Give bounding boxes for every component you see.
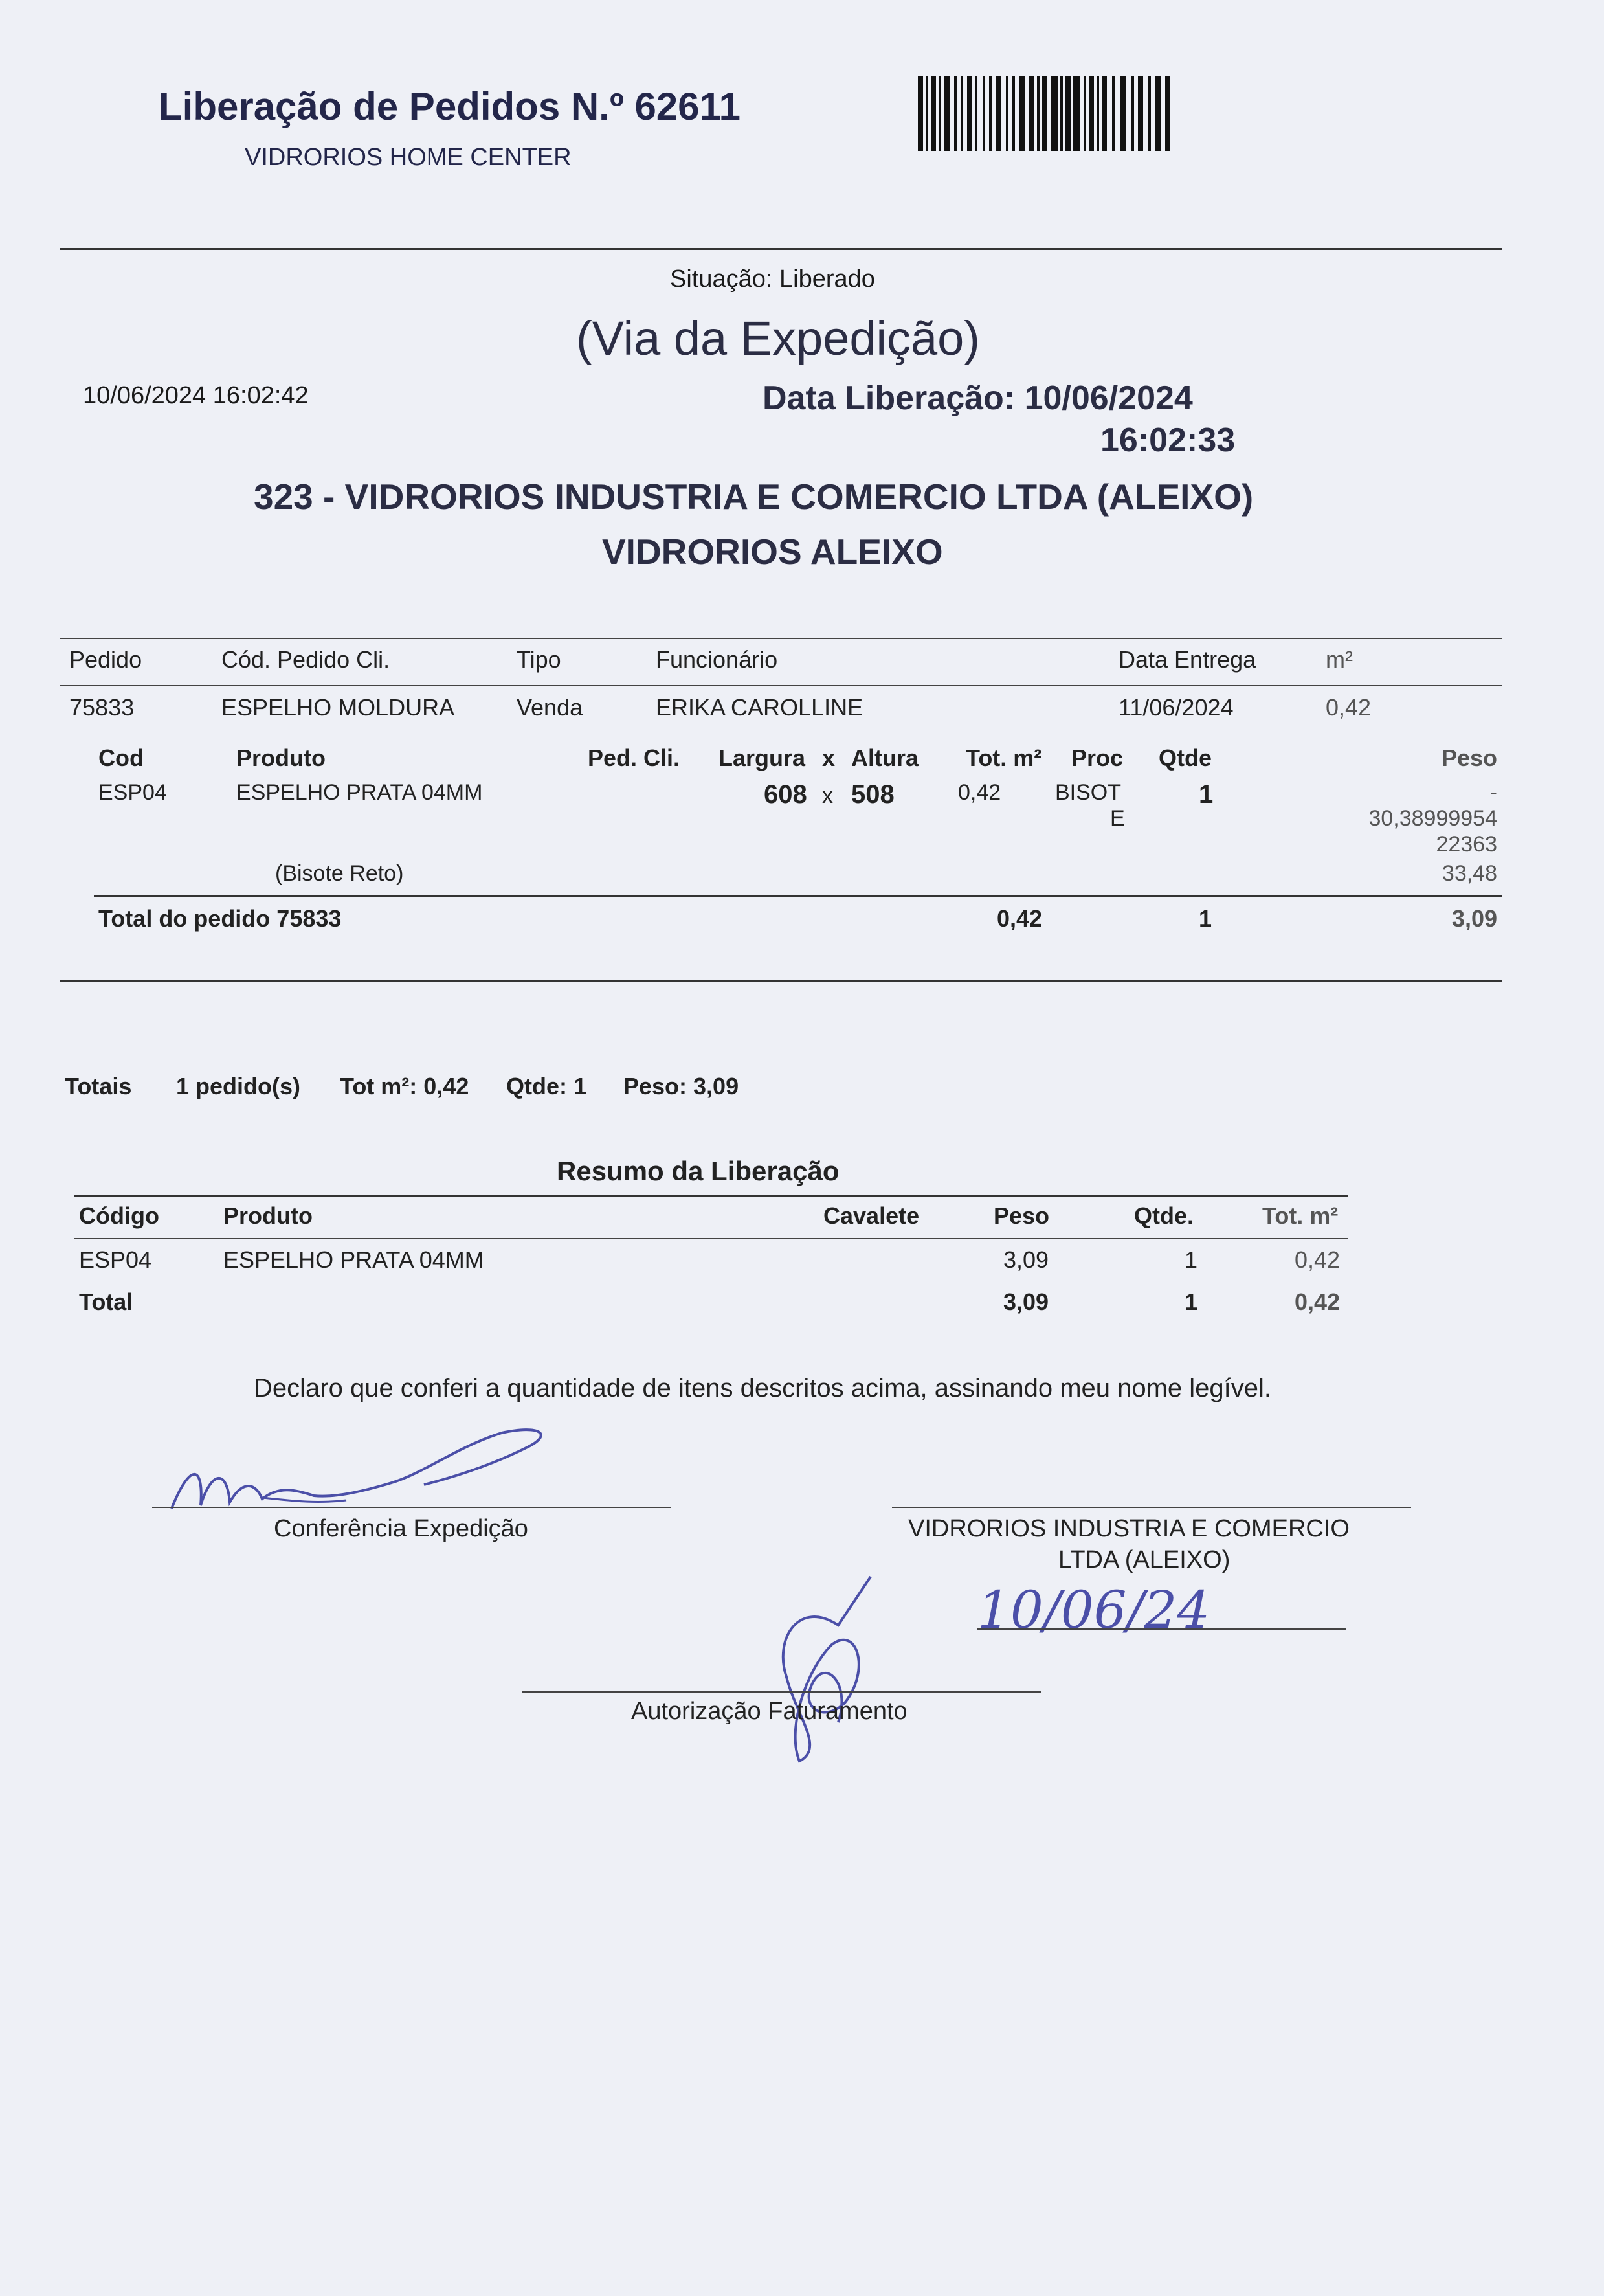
col-tipo: Tipo	[517, 646, 561, 673]
release-date: Data Liberação: 10/06/2024	[763, 379, 1193, 417]
item-largura: 608	[764, 780, 807, 809]
autorizacao-signature-line	[522, 1691, 1041, 1693]
order-total-m2: 0,42	[997, 905, 1043, 932]
item-col-largura: Largura	[718, 745, 806, 771]
summary-total-tot-m2: 0,42	[1295, 1289, 1341, 1315]
item-proc-line1: BISOT	[1055, 780, 1122, 805]
item-peso-line3: 22363	[1436, 832, 1497, 857]
company-signature-line1: VIDRORIOS INDUSTRIA E COMERCIO	[908, 1515, 1350, 1542]
totals-pedidos: 1 pedido(s)	[176, 1073, 301, 1099]
company-signature-line2: LTDA (ALEIXO)	[1058, 1546, 1231, 1573]
item-peso-line1: -	[1489, 780, 1497, 805]
item-col-x: x	[822, 745, 836, 771]
summary-total-peso: 3,09	[1003, 1289, 1049, 1315]
order-table-header-border	[60, 685, 1502, 686]
summary-tot-m2: 0,42	[1295, 1246, 1341, 1273]
summary-total-qtde: 1	[1185, 1289, 1198, 1315]
print-timestamp: 10/06/2024 16:02:42	[83, 382, 309, 409]
item-peso-line2: 30,38999954	[1368, 806, 1497, 831]
summary-col-tot-m2: Tot. m²	[1262, 1202, 1339, 1229]
declaration-text: Declaro que conferi a quantidade de itens descritos acima, assinando meu nome legível.	[254, 1374, 1272, 1402]
col-m2: m²	[1326, 646, 1353, 673]
summary-produto: ESPELHO PRATA 04MM	[223, 1246, 484, 1273]
header-divider	[60, 248, 1502, 250]
order-table-top-border	[60, 638, 1502, 639]
handwritten-date: 10/06/24	[977, 1580, 1210, 1640]
summary-qtde: 1	[1185, 1246, 1198, 1273]
summary-peso: 3,09	[1003, 1246, 1049, 1273]
item-altura: 508	[851, 780, 895, 809]
item-col-ped-cli: Ped. Cli.	[588, 745, 680, 771]
item-col-qtde: Qtde	[1159, 745, 1212, 771]
totals-peso: Peso: 3,09	[623, 1073, 739, 1099]
item-peso-line4: 33,48	[1442, 861, 1497, 886]
totals-qtde: Qtde: 1	[506, 1073, 587, 1099]
summary-codigo: ESP04	[79, 1246, 152, 1273]
order-tipo: Venda	[517, 694, 583, 721]
barcode-image	[918, 76, 1172, 154]
summary-header-border	[74, 1238, 1348, 1239]
order-m2: 0,42	[1326, 694, 1372, 721]
totals-label: Totais	[65, 1073, 132, 1099]
order-total-label: Total do pedido 75833	[98, 905, 342, 932]
item-total-divider	[94, 895, 1502, 897]
copy-type-heading: (Via da Expedição)	[576, 311, 980, 365]
conferencia-signature	[165, 1421, 579, 1518]
item-obs: (Bisote Reto)	[275, 861, 404, 886]
item-x: x	[822, 783, 833, 808]
order-total-qtde: 1	[1199, 905, 1212, 932]
item-col-cod: Cod	[98, 745, 144, 771]
summary-col-produto: Produto	[223, 1202, 313, 1229]
company-name: 323 - VIDRORIOS INDUSTRIA E COMERCIO LTDA (ALEIXO)	[254, 477, 1254, 517]
autorizacao-signature	[761, 1573, 890, 1768]
item-col-produto: Produto	[236, 745, 326, 771]
release-time: 16:02:33	[1100, 422, 1236, 459]
col-data-entrega: Data Entrega	[1119, 646, 1256, 673]
summary-title: Resumo da Liberação	[557, 1156, 840, 1186]
document-title: Liberação de Pedidos N.º 62611	[159, 85, 741, 128]
item-col-altura: Altura	[851, 745, 919, 771]
order-pedido: 75833	[69, 694, 135, 721]
summary-top-border	[74, 1195, 1348, 1197]
orders-section-divider	[60, 980, 1502, 982]
totals-tot-m2: Tot m²: 0,42	[340, 1073, 469, 1099]
order-funcionario: ERIKA CAROLLINE	[656, 694, 863, 721]
status-text: Situação: Liberado	[670, 265, 875, 293]
item-proc-line2: E	[1110, 806, 1125, 831]
item-col-proc: Proc	[1071, 745, 1124, 771]
document-subtitle: VIDRORIOS HOME CENTER	[245, 144, 572, 171]
col-funcionario: Funcionário	[656, 646, 778, 673]
item-col-tot-m2: Tot. m²	[966, 745, 1042, 771]
autorizacao-label: Autorização Faturamento	[631, 1698, 908, 1725]
item-col-peso: Peso	[1441, 745, 1497, 771]
col-pedido: Pedido	[69, 646, 142, 673]
order-data-entrega: 11/06/2024	[1119, 694, 1234, 721]
summary-total-label: Total	[79, 1289, 133, 1315]
summary-col-peso: Peso	[994, 1202, 1050, 1229]
conferencia-label: Conferência Expedição	[274, 1515, 528, 1542]
item-qtde: 1	[1199, 780, 1214, 809]
item-cod: ESP04	[98, 780, 167, 805]
item-tot-m2: 0,42	[958, 780, 1001, 805]
conferencia-signature-line	[152, 1507, 671, 1508]
company-signature-line	[892, 1507, 1411, 1508]
order-total-peso: 3,09	[1451, 905, 1497, 932]
order-cod-pedido-cli: ESPELHO MOLDURA	[221, 694, 455, 721]
summary-col-qtde: Qtde.	[1134, 1202, 1194, 1229]
item-produto: ESPELHO PRATA 04MM	[236, 780, 483, 805]
company-short-name: VIDRORIOS ALEIXO	[602, 532, 943, 572]
col-cod-pedido-cli: Cód. Pedido Cli.	[221, 646, 390, 673]
summary-col-codigo: Código	[79, 1202, 159, 1229]
date-underline	[977, 1628, 1346, 1630]
summary-col-cavalete: Cavalete	[823, 1202, 920, 1229]
